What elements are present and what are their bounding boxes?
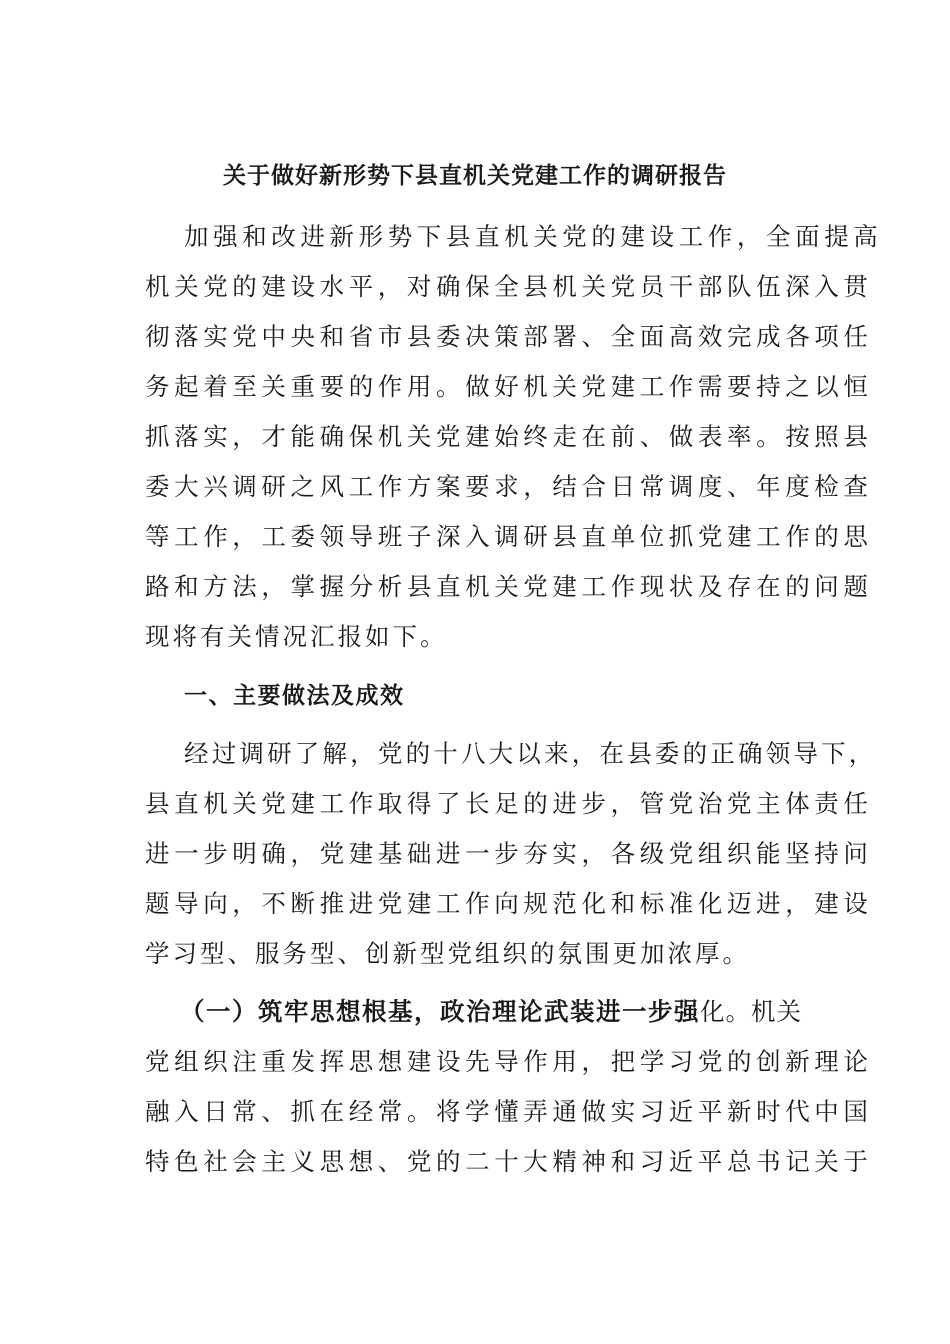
section-line: 学习型、服务型、创新型党组织的氛围更加浓厚。 [145, 939, 750, 968]
section-line: 经过调研了解，党的十八大以来，在县委的正确领导下， [184, 739, 877, 768]
section-line: 县直机关党建工作取得了长足的进步，管党治党主体责任 [145, 789, 873, 818]
intro-line: 现将有关情况汇报如下。 [145, 622, 448, 651]
intro-line: 彻落实党中央和省市县委决策部署、全面高效完成各项任 [145, 322, 873, 351]
intro-line: 务起着至关重要的作用。做好机关党建工作需要持之以恒 [145, 372, 873, 401]
intro-line: 加强和改进新形势下县直机关党的建设工作，全面提高 [184, 222, 883, 251]
subsection-lead-tail: 化。机关 [700, 997, 802, 1026]
subsection-lead-line [180, 995, 802, 1029]
section-heading: 一、主要做法及成效 [184, 682, 405, 709]
subsection-line: 融入日常、抓在经常。将学懂弄通做实习近平新时代中国 [145, 1097, 873, 1126]
subsection-heading: （一）筑牢思想根基，政治理论武装进一步强 [180, 997, 700, 1026]
section-line: 题导向，不断推进党建工作向规范化和标准化迈进，建设 [145, 889, 873, 918]
document-title: 关于做好新形势下县直机关党建工作的调研报告 [223, 162, 727, 189]
intro-line: 抓落实，才能确保机关党建始终走在前、做表率。按照县 [145, 422, 873, 451]
subsection-line: 党组织注重发挥思想建设先导作用，把学习党的创新理论 [145, 1047, 873, 1076]
intro-line: 机关党的建设水平，对确保全县机关党员干部队伍深入贯 [145, 272, 873, 301]
intro-line: 路和方法，掌握分析县直机关党建工作现状及存在的问题 [145, 572, 873, 601]
intro-line: 委大兴调研之风工作方案要求，结合日常调度、年度检查 [145, 472, 873, 501]
section-line: 进一步明确，党建基础进一步夯实，各级党组织能坚持问 [145, 839, 873, 868]
subsection-line: 特色社会主义思想、党的二十大精神和习近平总书记关于 [145, 1147, 873, 1176]
intro-line: 等工作，工委领导班子深入调研县直单位抓党建工作的思 [145, 522, 873, 551]
